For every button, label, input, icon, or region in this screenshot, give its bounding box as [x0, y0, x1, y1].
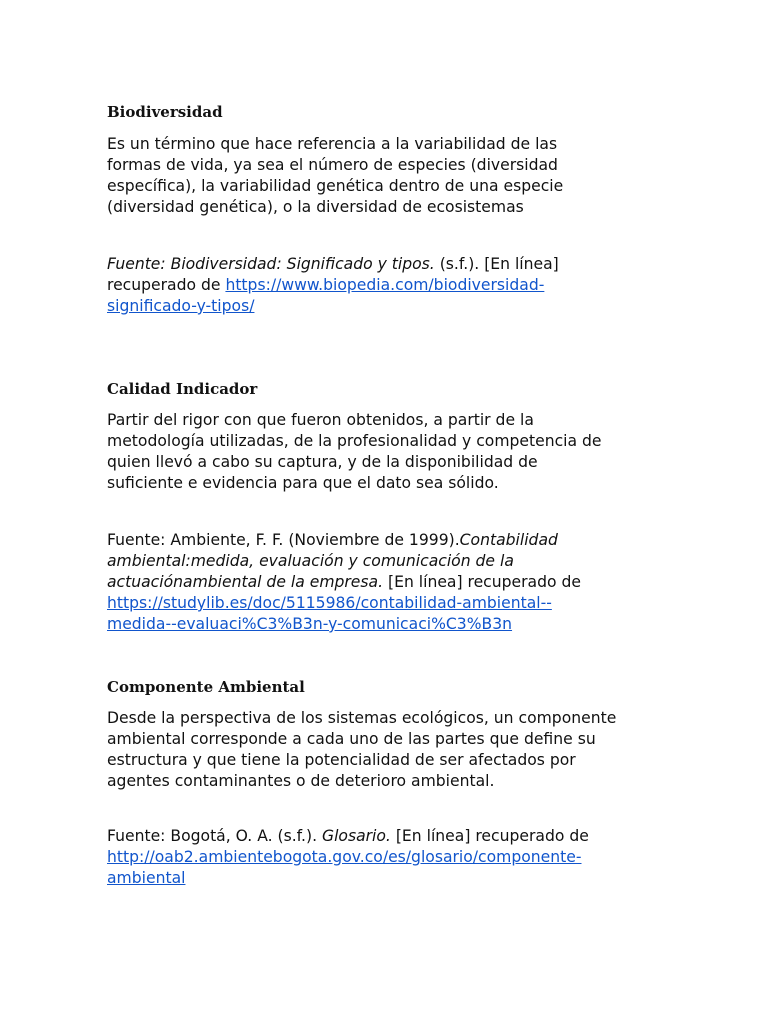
- body-line: ambiental corresponde a cada uno de las partes que define su: [107, 730, 596, 748]
- source-link-studylib[interactable]: https://studylib.es/doc/5115986/contabilidad-ambiental--: [107, 594, 552, 612]
- body-line: estructura y que tiene la potencialidad de ser afectados por: [107, 751, 576, 769]
- heading-componente-ambiental: Componente Ambiental: [107, 678, 305, 696]
- source-line: [107, 847, 667, 868]
- definition-componente-ambiental: [107, 708, 652, 792]
- source-link-biopedia-continued[interactable]: significado-y-tipos/: [107, 297, 255, 315]
- source-link-ambientebogota[interactable]: http://oab2.ambientebogota.gov.co/es/glosario/componente-: [107, 848, 582, 866]
- source-line: [107, 826, 667, 847]
- definition-calidad-indicador: [107, 410, 652, 494]
- body-line: metodología utilizadas, de la profesionalidad y competencia de: [107, 432, 602, 450]
- body-line: Partir del rigor con que fueron obtenidos, a partir de la: [107, 411, 534, 429]
- source-line: [107, 572, 667, 593]
- source-meta: [En línea] recuperado de: [383, 573, 581, 591]
- source-line: [107, 296, 667, 317]
- body-line: agentes contaminantes o de deterioro ambiental.: [107, 772, 495, 790]
- source-calidad-indicador: [107, 530, 667, 635]
- source-meta: [En línea] recuperado de: [390, 827, 589, 845]
- source-author: Fuente: Ambiente, F. F. (Noviembre de 1999).: [107, 531, 460, 549]
- source-line: [107, 530, 667, 551]
- source-title: Fuente: Biodiversidad: Significado y tipos.: [107, 255, 435, 273]
- source-title-line: ambiental:medida, evaluación y comunicación de la: [107, 552, 514, 570]
- source-componente-ambiental: [107, 826, 667, 889]
- source-line: [107, 614, 667, 635]
- source-biodiversidad: [107, 254, 667, 317]
- source-meta: (s.f.). [En línea]: [434, 255, 559, 273]
- source-title: Contabilidad: [459, 531, 558, 549]
- source-link-ambientebogota-continued[interactable]: ambiental: [107, 869, 186, 887]
- source-line: [107, 593, 667, 614]
- body-line: Es un término que hace referencia a la variabilidad de las: [107, 135, 558, 153]
- source-line: [107, 275, 667, 296]
- body-line: Desde la perspectiva de los sistemas ecológicos, un componente: [107, 709, 617, 727]
- heading-calidad-indicador: Calidad Indicador: [107, 380, 258, 398]
- source-link-studylib-continued[interactable]: medida--evaluaci%C3%B3n-y-comunicaci%C3%B3n: [107, 615, 513, 633]
- source-line: [107, 868, 667, 889]
- body-line: suficiente e evidencia para que el dato sea sólido.: [107, 474, 499, 492]
- body-line: específica), la variabilidad genética dentro de una especie: [107, 177, 564, 195]
- heading-biodiversidad: Biodiversidad: [107, 103, 223, 121]
- source-title: actuaciónambiental de la empresa.: [107, 573, 384, 591]
- retrieved-label: recuperado de: [107, 276, 226, 294]
- body-line: (diversidad genética), o la diversidad de ecosistemas: [107, 198, 524, 216]
- body-line: formas de vida, ya sea el número de especies (diversidad: [107, 156, 558, 174]
- source-line: [107, 254, 667, 275]
- source-title: Glosario.: [322, 827, 391, 845]
- definition-biodiversidad: [107, 134, 652, 218]
- source-author: Fuente: Bogotá, O. A. (s.f.).: [107, 827, 322, 845]
- body-line: quien llevó a cabo su captura, y de la disponibilidad de: [107, 453, 538, 471]
- source-link-biopedia[interactable]: https://www.biopedia.com/biodiversidad-: [225, 276, 545, 294]
